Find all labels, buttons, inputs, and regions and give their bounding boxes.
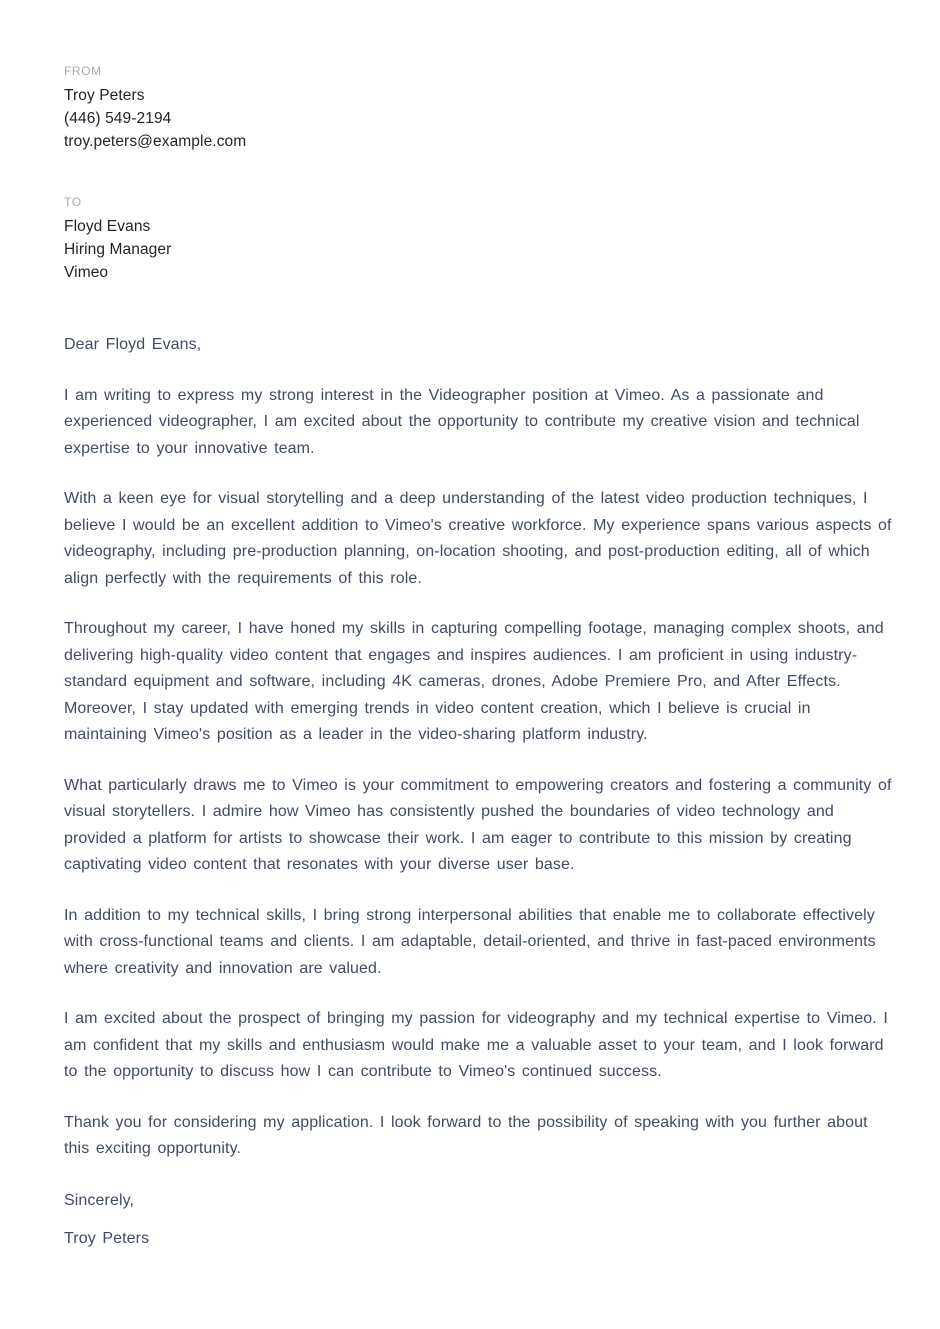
recipient-title: Hiring Manager [64,241,172,258]
recipient-company: Vimeo [64,264,109,281]
recipient-info [64,195,892,284]
letter-closing: Sincerely, [64,1191,135,1209]
letter-paragraph: Thank you for considering my application. I look forward to the possibility of speaking with you further about this exciting opportunity. [64,1113,868,1157]
letter-paragraph: What particularly draws me to Vimeo is your commitment to empowering creators and fostering a community of visual storytellers. I admire how Vimeo has consistently pushed the boundaries of video technology and provided a platform for artists to showcase their work. I am eager to contribute to this mission by creating captivating video content that resonates with your diverse user base. [64,776,892,873]
sender-label: FROM [64,64,102,78]
letter-paragraph: I am writing to express my strong interest in the Videographer position at Vimeo. As a passionate and experienced videographer, I am excited about the opportunity to contribute my creative vision and technical expertise to your innovative team. [64,386,860,457]
sender-email: troy.peters@example.com [64,133,247,150]
letter-paragraph: Throughout my career, I have honed my skills in capturing compelling footage, managing complex shoots, and delivering high-quality video content that engages and inspires audiences. I am proficient in using industry-standard equipment and software, including 4K cameras, drones, Adobe Premiere Pro, and After Effects. Moreover, I stay updated with emerging trends in video content creation, which I believe is crucial in maintaining Vimeo's position as a leader in the video-sharing platform industry. [64,620,884,743]
sender-phone: (446) 549-2194 [64,110,172,127]
letter-paragraph: In addition to my technical skills, I bring strong interpersonal abilities that enable me to collaborate effectively with cross-functional teams and clients. I am adaptable, detail-oriented, and thrive in fast-paced environments where creativity and innovation are valued. [64,906,876,977]
recipient-name: Floyd Evans [64,218,151,235]
letter-paragraph: I am excited about the prospect of bringing my passion for videography and my technical expertise to Vimeo. I am confident that my skills and enthusiasm would make me a valuable asset to your team, and I look forward to the opportunity to discuss how I can contribute to Vimeo's continued success. [64,1010,888,1080]
letter-greeting: Dear Floyd Evans, [64,336,202,353]
sender-info [64,64,892,153]
letter-signature: Troy Peters [64,1230,150,1247]
letter-body [64,332,892,1253]
recipient-label: TO [64,195,82,209]
sender-name: Troy Peters [64,87,145,104]
letter-paragraph: With a keen eye for visual storytelling and a deep understanding of the latest video production techniques, I believe I would be an excellent addition to Vimeo's creative workforce. My experience spans various aspects of videography, including pre-production planning, on-location shooting, and post-production editing, all of which align perfectly with the requirements of this role. [64,490,892,587]
